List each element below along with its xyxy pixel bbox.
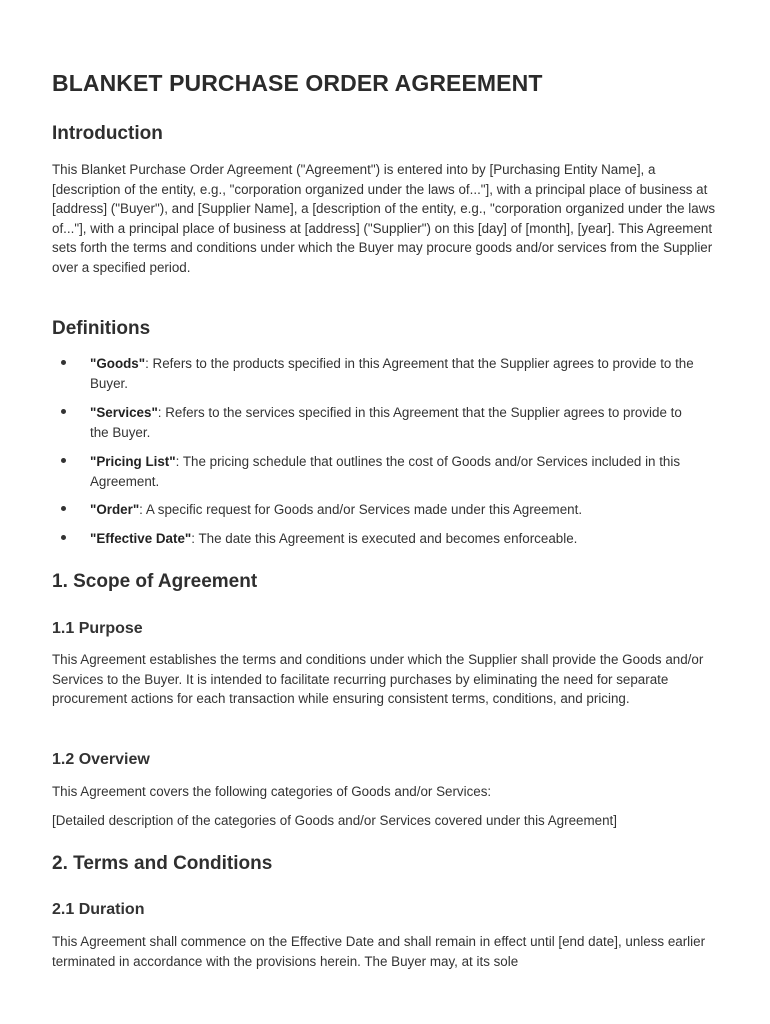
definition-term: "Services" (90, 405, 158, 420)
definition-text (90, 452, 700, 491)
bullet-icon (61, 360, 66, 365)
definition-term: "Effective Date" (90, 531, 192, 546)
definition-text (90, 403, 700, 442)
introduction-heading: Introduction (52, 123, 163, 144)
definition-text (90, 529, 700, 549)
definition-term: "Pricing List" (90, 454, 176, 469)
bullet-icon (61, 535, 66, 540)
section-2-1-paragraph: This Agreement shall commence on the Effective Date and shall remain in effect until [end date], unless earlier terminated in accordance with the provisions herein. The Buyer may, at its sole (52, 934, 706, 969)
definitions-heading: Definitions (52, 318, 151, 339)
definition-description: : The date this Agreement is executed and becomes enforceable. (191, 531, 578, 546)
section-1-1-heading: 1.1 Purpose (52, 620, 143, 637)
section-1-2-heading: 1.2 Overview (52, 751, 150, 768)
definition-text (90, 500, 700, 520)
introduction-paragraph: This Blanket Purchase Order Agreement ("Agreement") is entered into by [Purchasing Entity Name], a [description of the entity, e.g., "corporation organized under the laws of..."], with a principal place of business at [address] ("Buyer"), and [Supplier Name], a [description of the entity, e.g., "corporation organized under the laws of..."], with a principal place of business at [address] ("Supplier") on this [day] of [month], [year]. This Agreement sets forth the terms and conditions under which the Buyer may procure goods and/or services from the Supplier over a specified period. (52, 162, 716, 275)
section-1-1-paragraph: This Agreement establishes the terms and conditions under which the Supplier shall provide the Goods and/or Services to the Buyer. It is intended to facilitate recurring purchases by eliminating the need for separate procurement actions for each transaction while ensuring consistent terms, conditions, and pricing. (52, 652, 704, 706)
bullet-icon (61, 409, 66, 414)
definition-description: : Refers to the products specified in this Agreement that the Supplier agrees to provide to the Buyer. (90, 356, 694, 391)
section-1-heading: 1. Scope of Agreement (52, 571, 258, 592)
definition-description: : The pricing schedule that outlines the cost of Goods and/or Services included in this Agreement. (90, 454, 681, 489)
section-1-2-paragraph: This Agreement covers the following categories of Goods and/or Services: (52, 784, 492, 799)
bullet-icon (61, 506, 66, 511)
document-title: BLANKET PURCHASE ORDER AGREEMENT (52, 70, 543, 96)
definition-description: : A specific request for Goods and/or Services made under this Agreement. (139, 502, 583, 517)
section-2-1-heading: 2.1 Duration (52, 901, 145, 918)
section-1-2-placeholder: [Detailed description of the categories of Goods and/or Services covered under this Agreement] (52, 813, 617, 828)
definition-term: "Order" (90, 502, 140, 517)
bullet-icon (61, 458, 66, 463)
definition-term: "Goods" (90, 356, 146, 371)
section-2-heading: 2. Terms and Conditions (52, 853, 273, 874)
definition-description: : Refers to the services specified in this Agreement that the Supplier agrees to provide to the Buyer. (90, 405, 682, 440)
definition-text (90, 354, 700, 393)
